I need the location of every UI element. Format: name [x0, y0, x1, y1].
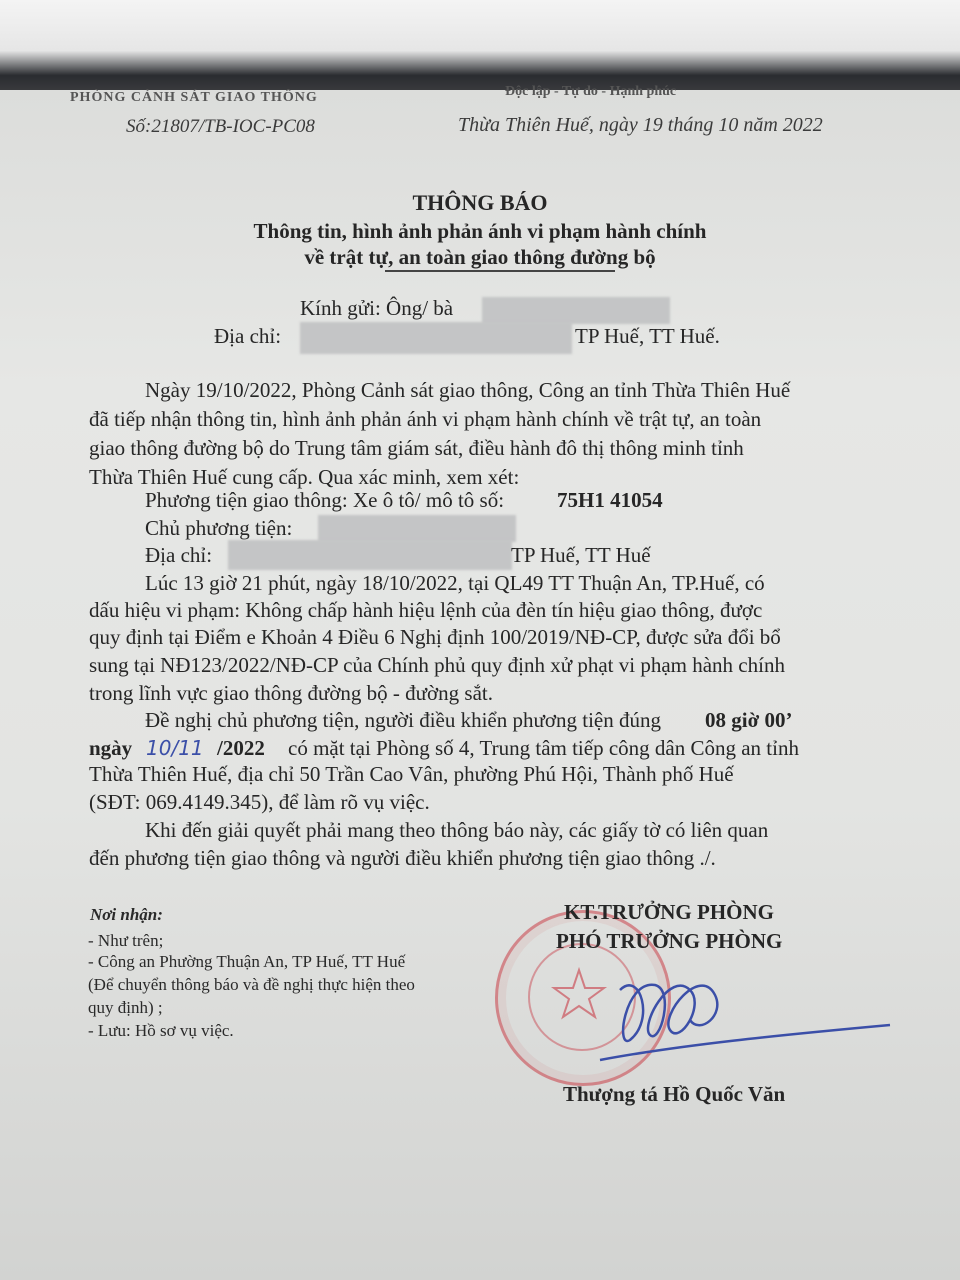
- paragraph-4-line-1: Khi đến giải quyết phải mang theo thông báo này, các giấy tờ có liên quan: [145, 818, 769, 842]
- paragraph-4-line-2: đến phương tiện giao thông và người điều khiển phương tiện giao thông ./.: [89, 846, 716, 870]
- owner-address-label: Địa chỉ:: [145, 543, 213, 567]
- paragraph-2-line-3: quy định tại Điểm e Khoản 4 Điều 6 Nghị định 100/2019/NĐ-CP, được sửa đổi bổ: [89, 625, 781, 649]
- appointment-year: /2022: [217, 736, 265, 760]
- paragraph-1-line-1: Ngày 19/10/2022, Phòng Cảnh sát giao thông, Công an tỉnh Thừa Thiên Huế: [145, 378, 791, 402]
- paragraph-2-line-5: trong lĩnh vực giao thông đường bộ - đường sắt.: [89, 681, 493, 705]
- paragraph-3-line-1: Đề nghị chủ phương tiện, người điều khiển phương tiện đúng: [145, 708, 661, 732]
- paragraph-2-line-1: Lúc 13 giờ 21 phút, ngày 18/10/2022, tại QL49 TT Thuận An, TP.Huế, có: [145, 571, 765, 595]
- recipients-item-3b: quy định) ;: [88, 998, 163, 1017]
- recipients-item-4: - Lưu: Hồ sơ vụ việc.: [88, 1021, 234, 1040]
- owner-address-tail: TP Huế, TT Huế: [511, 543, 651, 567]
- vehicle-label: Phương tiện giao thông: Xe ô tô/ mô tô số:: [145, 488, 505, 512]
- document-number: Số:21807/TB-IOC-PC08: [126, 116, 315, 137]
- recipients-heading: Nơi nhận:: [90, 905, 163, 924]
- owner-label: Chủ phương tiện:: [145, 516, 293, 540]
- vehicle-plate: 75H1 41054: [557, 488, 663, 512]
- paragraph-3-line-2: có mặt tại Phòng số 4, Trung tâm tiếp công dân Công an tỉnh: [288, 736, 799, 760]
- handwritten-signature-icon: [560, 950, 920, 1080]
- address-label: Địa chỉ:: [214, 324, 282, 348]
- redacted-name: [482, 297, 670, 324]
- paragraph-3-line-3: Thừa Thiên Huế, địa chỉ 50 Trần Cao Vân, phường Phú Hội, Thành phố Huế: [89, 762, 734, 786]
- title-underline: [385, 270, 615, 272]
- issuing-organization: PHÒNG CẢNH SÁT GIAO THÔNG: [70, 90, 318, 105]
- paragraph-2-line-4: sung tại NĐ123/2022/NĐ-CP của Chính phủ quy định xử phạt vi phạm hành chính: [89, 653, 785, 677]
- document-subtitle-1: Thông tin, hình ảnh phản ánh vi phạm hành chính: [253, 219, 707, 243]
- national-motto: Độc lập - Tự do - Hạnh phúc: [505, 84, 677, 99]
- signature-title-1: KT.TRƯỞNG PHÒNG: [564, 900, 774, 924]
- document-title: THÔNG BÁO: [412, 190, 548, 215]
- photo-top-edge: [0, 0, 960, 92]
- paragraph-1-line-2: đã tiếp nhận thông tin, hình ảnh phản ánh vi phạm hành chính về trật tự, an toàn: [89, 407, 762, 431]
- address-tail: TP Huế, TT Huế.: [575, 324, 720, 348]
- recipients-item-2: - Công an Phường Thuận An, TP Huế, TT Huế: [88, 952, 406, 971]
- redacted-owner-address: [228, 540, 512, 570]
- recipients-item-3a: (Để chuyển thông báo và đề nghị thực hiện theo: [88, 975, 415, 994]
- place-and-date: Thừa Thiên Huế, ngày 19 tháng 10 năm 2022: [458, 114, 823, 136]
- signer-name: Thượng tá Hồ Quốc Văn: [563, 1082, 786, 1106]
- paragraph-3-line-4: (SĐT: 069.4149.345), để làm rõ vụ việc.: [89, 790, 430, 814]
- handwritten-date: 10/11: [146, 736, 204, 760]
- redacted-owner: [318, 515, 516, 542]
- greeting: Kính gửi: Ông/ bà: [300, 296, 454, 320]
- signature-title-2: PHÓ TRƯỞNG PHÒNG: [556, 929, 783, 953]
- paragraph-2-line-2: dấu hiệu vi phạm: Không chấp hành hiệu lệnh của đèn tín hiệu giao thông, được: [89, 598, 763, 622]
- paragraph-1-line-3: giao thông đường bộ do Trung tâm giám sát, điều hành đô thị thông minh tỉnh: [89, 436, 744, 460]
- appointment-time: 08 giờ 00’: [705, 708, 793, 732]
- redacted-address: [300, 322, 572, 354]
- appointment-day-label: ngày: [89, 736, 133, 760]
- recipients-item-1: - Như trên;: [88, 931, 164, 950]
- paragraph-1-line-4: Thừa Thiên Huế cung cấp. Qua xác minh, xem xét:: [89, 465, 520, 489]
- document-subtitle-2: về trật tự, an toàn giao thông đường bộ: [304, 245, 656, 269]
